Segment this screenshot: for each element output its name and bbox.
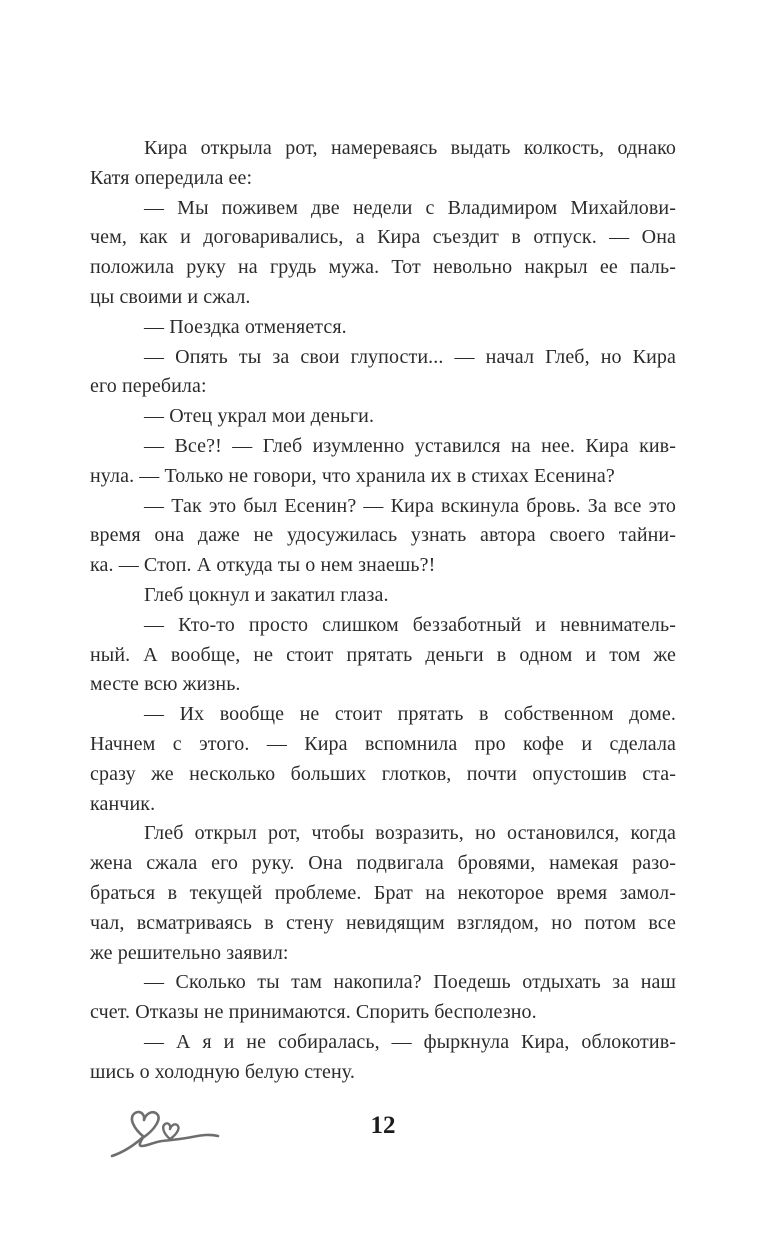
text-line: — Опять ты за свои глупости... — начал Глеб, но Кира: [144, 345, 676, 368]
text-line: Начнем с этого. — Кира вспомнила про кофе и сделала: [90, 732, 676, 755]
text-line: Глеб цокнул и закатил глаза.: [144, 583, 389, 606]
text-line: время она даже не удосужилась узнать автора своего тайни-: [90, 524, 676, 547]
text-line: сразу же несколько больших глотков, почти опустошив ста-: [90, 762, 676, 785]
text-line: — А я и не собиралась, — фыркнула Кира, облокотив-: [144, 1030, 676, 1053]
paragraph: [90, 343, 676, 403]
text-line: канчик.: [90, 792, 156, 815]
paragraph: [90, 819, 676, 968]
page-number: 12: [370, 1112, 396, 1139]
text-line: — Отец украл мои деньги.: [144, 405, 375, 428]
paragraph: [90, 968, 676, 1028]
paragraph: [90, 1028, 676, 1088]
text-line: нула. — Только не говори, что хранила их в стихах Есенина?: [90, 464, 615, 487]
text-line: его перебила:: [90, 375, 207, 398]
text-line: Кира открыла рот, намереваясь выдать колкость, однако: [144, 137, 676, 159]
text-line: месте всю жизнь.: [90, 673, 241, 696]
paragraph: [90, 313, 676, 343]
paragraph: [90, 432, 676, 492]
text-line: ка. — Стоп. А откуда ты о нем знаешь?!: [90, 554, 436, 577]
text-line: чем, как и договаривались, а Кира съездит в отпуск. — Она: [90, 226, 676, 249]
paragraph: [90, 611, 676, 700]
text-line: — Все?! — Глеб изумленно уставился на нее. Кира кив-: [144, 434, 676, 457]
text-line: жена сжала его руку. Она подвигала бровями, намекая разо-: [90, 852, 676, 875]
text-line: — Поездка отменяется.: [144, 315, 347, 338]
text-line: — Кто-то просто слишком беззаботный и невниматель-: [144, 613, 676, 636]
paragraph: [90, 700, 676, 819]
text-line: же решительно заявил:: [90, 941, 289, 964]
text-line: шись о холодную белую стену.: [90, 1060, 356, 1083]
paragraph: [90, 492, 676, 581]
text-line: Глеб открыл рот, чтобы возразить, но остановился, когда: [144, 822, 676, 845]
text-line: ный. А вообще, не стоит прятать деньги в одном и том же: [90, 643, 676, 666]
text-line: счет. Отказы не принимаются. Спорить бесполезно.: [90, 1001, 537, 1024]
text-line: чал, всматриваясь в стену невидящим взглядом, но потом все: [90, 911, 676, 934]
text-line: — Их вообще не стоит прятать в собственном доме.: [144, 703, 676, 726]
text-line: — Сколько ты там накопила? Поедешь отдыхать за наш: [144, 971, 676, 994]
text-line: — Мы поживем две недели с Владимиром Михайлови-: [144, 196, 676, 219]
paragraph: [90, 402, 676, 432]
text-line: Катя опередила ее:: [90, 166, 253, 189]
text-line: браться в текущей проблеме. Брат на некоторое время замол-: [90, 881, 676, 904]
paragraph: [90, 194, 676, 313]
paragraph: [90, 134, 676, 194]
text-line: положила руку на грудь мужа. Тот невольно накрыл ее паль-: [90, 256, 676, 279]
paragraph: [90, 581, 676, 611]
text-line: — Так это был Есенин? — Кира вскинула бровь. За все это: [144, 494, 676, 517]
page-text: [90, 134, 676, 1088]
text-line: цы своими и сжал.: [90, 285, 251, 308]
